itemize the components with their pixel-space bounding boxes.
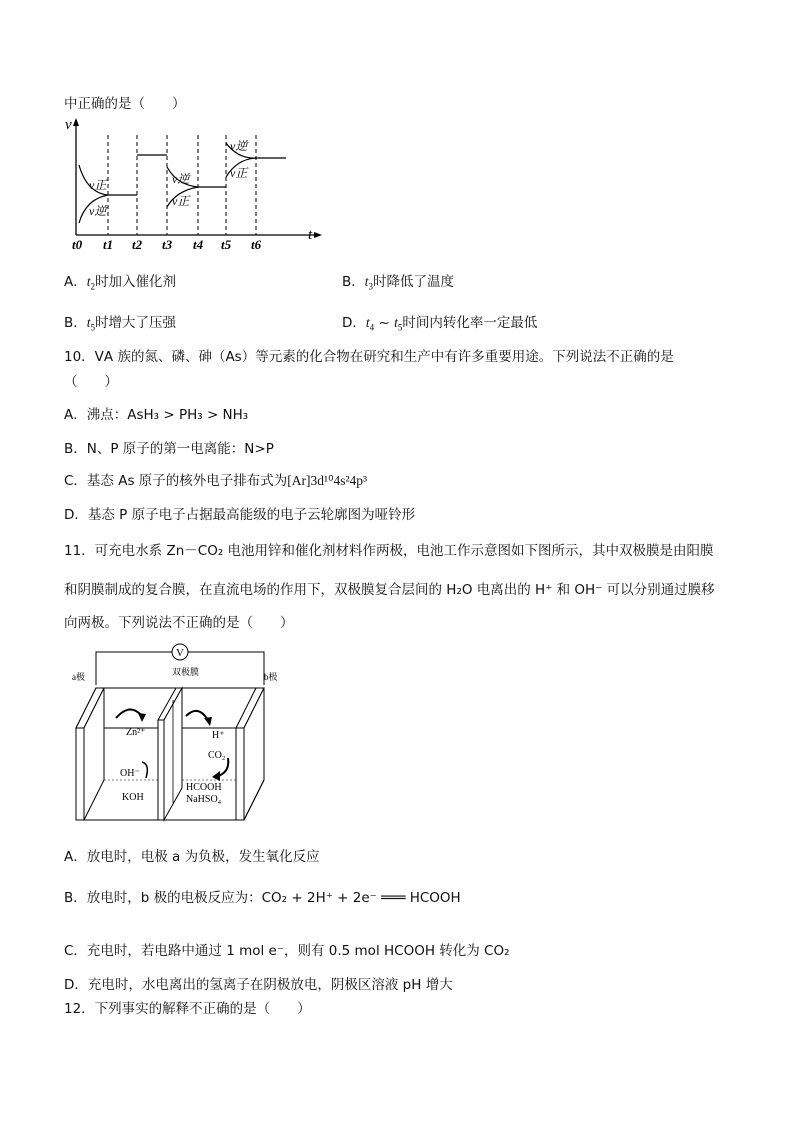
- tick-t2: t2: [132, 237, 143, 250]
- electrode-b-label: b极: [264, 672, 278, 682]
- q10-option-c: C．基态 As 原子的核外电子排布式为[Ar]3d¹⁰4s²4p³: [64, 473, 368, 489]
- tick-t5: t5: [221, 237, 232, 250]
- q11-stem-line1: 11．可充电水系 Zn－CO₂ 电池用锌和催化剂材料作两极，电池工作示意图如下图所示，其中双极膜是由阳膜: [64, 543, 714, 559]
- nahso4-label: NaHSO₄: [186, 794, 222, 805]
- q11-option-a: A．放电时，电极 a 为负极，发生氧化反应: [64, 849, 320, 865]
- zn-ion-label: Zn²⁺: [126, 727, 146, 738]
- q12-stem: 12．下列事实的解释不正确的是（ ）: [64, 1001, 311, 1017]
- tick-t4: t4: [193, 237, 204, 250]
- label-v-reverse-2: v逆: [172, 172, 190, 186]
- q10-option-b: B．N、P 原子的第一电离能：N>P: [64, 441, 274, 457]
- q10-stem-line2: （ ）: [64, 374, 118, 390]
- q11-battery-diagram: [68, 640, 298, 825]
- label-v-reverse-1: v逆: [89, 204, 107, 218]
- q11-option-c: C．充电时，若电路中通过 1 mol e⁻，则有 0.5 mol HCOOH 转化为 CO₂: [64, 943, 510, 959]
- h-ion-label: H⁺: [212, 730, 225, 741]
- hcooh-label: HCOOH: [186, 782, 222, 793]
- tick-t0: t0: [72, 237, 83, 250]
- electrode-a-label: a极: [72, 672, 85, 682]
- q9-stem-tail: 中正确的是（ ）: [64, 96, 186, 112]
- x-axis-label: t: [308, 227, 313, 243]
- q11-option-d: D．充电时，水电离出的氢离子在阴极放电，阴极区溶液 pH 增大: [64, 977, 453, 993]
- q10-option-d: D．基态 P 原子电子占据最高能级的电子云轮廓图为哑铃形: [64, 507, 416, 523]
- q11-option-b: B．放电时，b 极的电极反应为：CO₂ + 2H⁺ + 2e⁻ ═══ HCOOH: [64, 890, 461, 906]
- q11-stem-line3: 向两极。下列说法不正确的是（ ）: [64, 615, 294, 631]
- q9-option-d: D．$t_4$ ~ $t_5$时间内转化率一定最低: [342, 315, 538, 333]
- q11-stem-line2: 和阴膜制成的复合膜，在直流电场的作用下，双极膜复合层间的 H₂O 电离出的 H⁺ 和 OH⁻ 可以分别通过膜移: [64, 582, 715, 598]
- koh-label: KOH: [122, 792, 144, 803]
- q9-option-b-second: B．$t_5$时增大了压强: [64, 315, 177, 333]
- q9-option-a: A．$t_2$时加入催化剂: [64, 274, 177, 292]
- oh-ion-label: OH⁻: [120, 768, 140, 779]
- label-v-forward-1: v正: [89, 178, 107, 192]
- q9-rate-time-graph: [62, 115, 332, 250]
- q9-option-b-first: B．$t_3$时降低了温度: [342, 274, 455, 292]
- tick-t6: t6: [251, 237, 262, 250]
- q10-stem-line1: 10．ⅤA 族的氮、磷、砷（As）等元素的化合物在研究和生产中有许多重要用途。下列说法不正确的是: [64, 349, 674, 365]
- label-v-forward-3: v正: [230, 166, 248, 180]
- tick-t3: t3: [162, 237, 173, 250]
- tick-t1: t1: [103, 237, 114, 250]
- label-v-forward-2: v正: [172, 194, 190, 208]
- label-v-reverse-3: v逆: [230, 139, 248, 153]
- y-axis-label: v: [65, 117, 72, 133]
- q10-option-a: A．沸点：AsH₃ > PH₃ > NH₃: [64, 407, 249, 423]
- co2-label: CO₂: [208, 750, 226, 761]
- voltmeter-label: V: [176, 647, 184, 659]
- membrane-label: 双极膜: [172, 667, 200, 677]
